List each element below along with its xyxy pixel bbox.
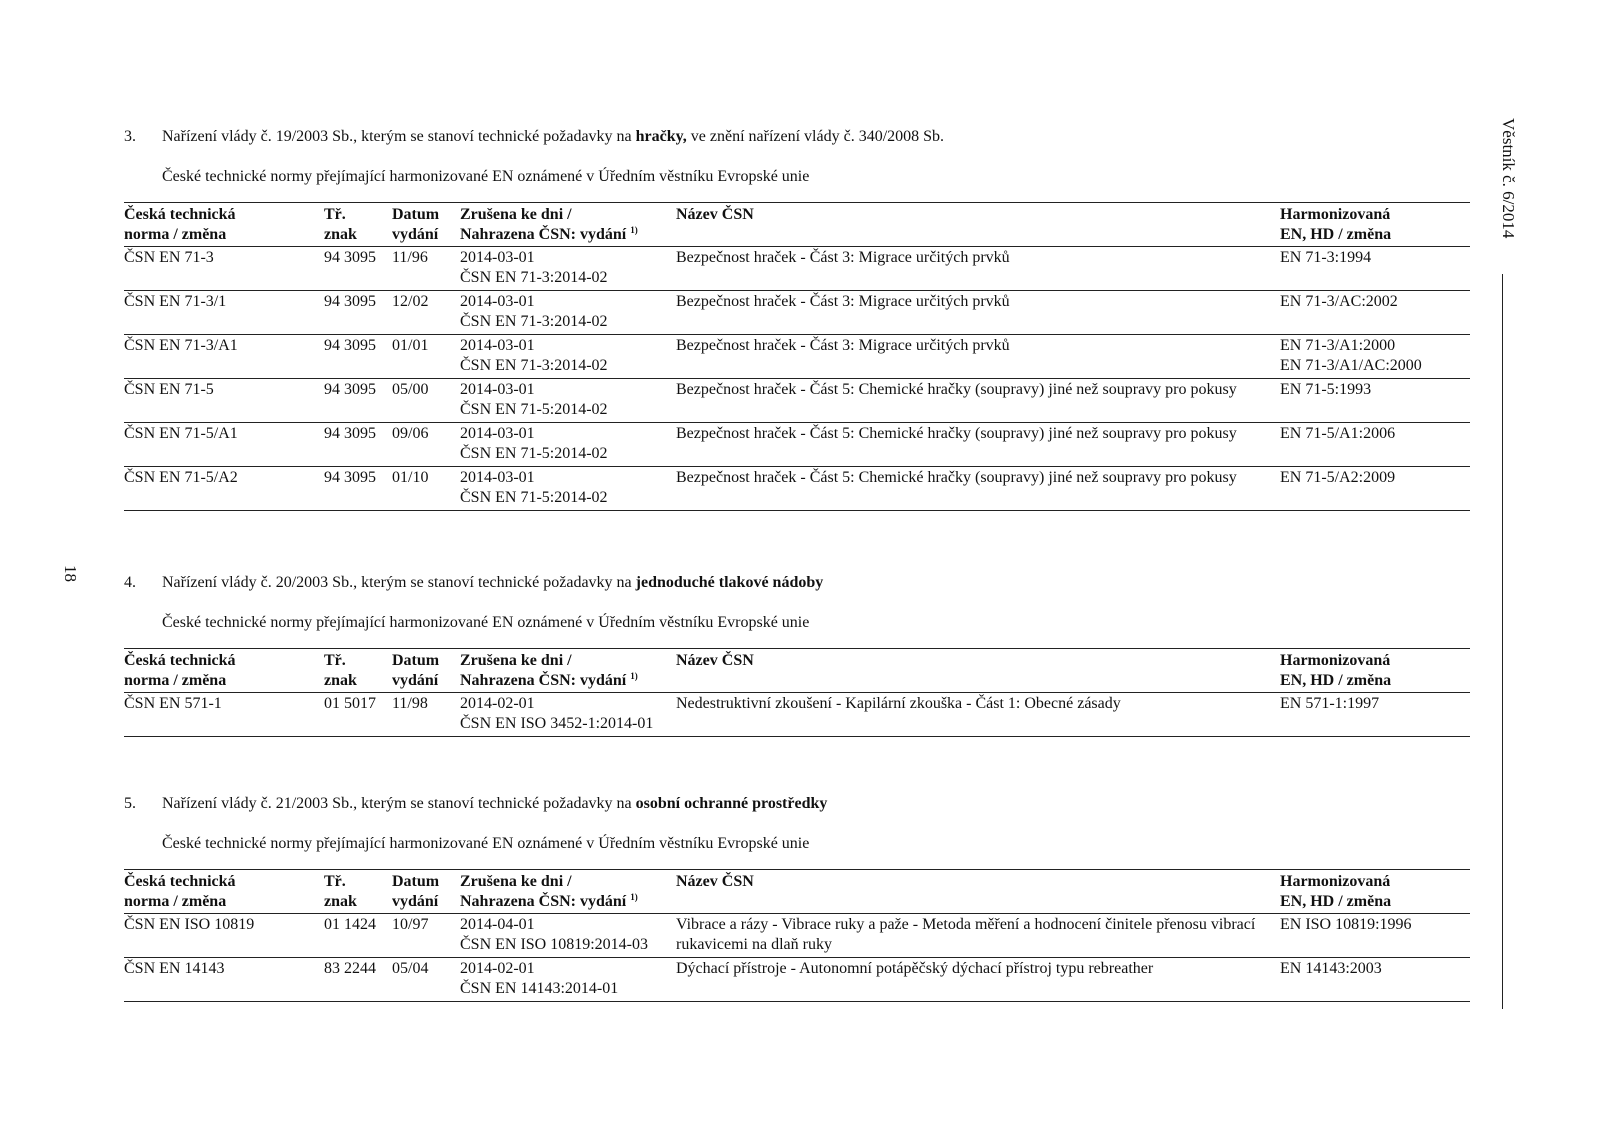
cell-class: 94 3095 [324, 293, 376, 310]
cell-norm: ČSN EN 571-1 [124, 695, 222, 712]
section-heading [124, 128, 1470, 148]
norms-table [124, 869, 1470, 1002]
cell-cancelled: 2014-03-01 ČSN EN 71-5:2014-02 [460, 381, 608, 418]
header-norm: Česká technická norma / změna [124, 652, 236, 689]
section-number: 5. [124, 795, 136, 812]
cell-class: 01 1424 [324, 916, 376, 933]
cell-title: Bezpečnost hraček - Část 3: Migrace určitých prvků [676, 293, 1010, 310]
cell-class: 83 2244 [324, 960, 376, 977]
cell-date: 05/00 [392, 381, 429, 398]
section-subheading: České technické normy přejímající harmonizované EN oznámené v Úředním věstníku Evropské unie [162, 614, 810, 631]
header-harmonized: Harmonizovaná EN, HD / změna [1280, 652, 1392, 689]
section-subject: osobní ochranné prostředky [635, 795, 828, 812]
cell-date: 05/04 [392, 960, 429, 977]
cell-norm: ČSN EN 71-5/A1 [124, 425, 238, 442]
header-cancelled: Zrušena ke dni / Nahrazena ČSN: vydání $^{1)}$ [460, 206, 638, 243]
header-class: Tř. znak [324, 206, 357, 243]
table-header-row [124, 649, 1470, 693]
header-harmonized: Harmonizovaná EN, HD / změna [1280, 873, 1392, 910]
cell-class: 94 3095 [324, 469, 376, 486]
cell-harmonized: EN 571-1:1997 [1280, 695, 1380, 712]
footnote-mark: 1) [630, 671, 638, 681]
side-rule [1502, 274, 1503, 1009]
norms-table [124, 648, 1470, 737]
cell-harmonized: EN 71-3:1994 [1280, 249, 1372, 266]
cell-title: Vibrace a rázy - Vibrace ruky a paže - Metoda měření a hodnocení činitele přenosu vibrací rukavicemi na dlaň ruky [676, 916, 1256, 953]
table-row [124, 247, 1470, 291]
cell-cancelled: 2014-03-01 ČSN EN 71-3:2014-02 [460, 293, 608, 330]
cell-harmonized: EN 14143:2003 [1280, 960, 1382, 977]
table-header-row [124, 870, 1470, 914]
cell-norm: ČSN EN 71-3 [124, 249, 214, 266]
header-date: Datum vydání [392, 206, 440, 243]
cell-title: Bezpečnost hraček - Část 5: Chemické hračky (soupravy) jiné než soupravy pro pokusy [676, 381, 1237, 398]
cell-harmonized: EN 71-3/AC:2002 [1280, 293, 1398, 310]
cell-class: 94 3095 [324, 381, 376, 398]
cell-norm: ČSN EN ISO 10819 [124, 916, 255, 933]
header-cancelled: Zrušena ke dni / Nahrazena ČSN: vydání $^{1)}$ [460, 652, 638, 689]
section-subheading: České technické normy přejímající harmonizované EN oznámené v Úředním věstníku Evropské unie [162, 835, 810, 852]
section-4 [124, 574, 1470, 737]
table-row [124, 423, 1470, 467]
cell-cancelled: 2014-02-01 ČSN EN 14143:2014-01 [460, 960, 619, 997]
section-number: 3. [124, 128, 136, 145]
cell-harmonized: EN ISO 10819:1996 [1280, 916, 1412, 933]
footnote-mark: 1) [630, 225, 638, 235]
cell-cancelled: 2014-04-01 ČSN EN ISO 10819:2014-03 [460, 916, 649, 953]
section-heading [124, 795, 1470, 815]
cell-cancelled: 2014-03-01 ČSN EN 71-3:2014-02 [460, 249, 608, 286]
section-heading [124, 574, 1470, 594]
cell-cancelled: 2014-03-01 ČSN EN 71-3:2014-02 [460, 337, 608, 374]
section-subject: jednoduché tlakové nádoby [635, 574, 824, 591]
header-date: Datum vydání [392, 652, 440, 689]
section-3 [124, 128, 1470, 511]
cell-date: 10/97 [392, 916, 429, 933]
header-title: Název ČSN [676, 206, 754, 223]
journal-side-header: Věstník č. 6/2014 [1499, 118, 1518, 239]
cell-class: 01 5017 [324, 695, 376, 712]
cell-norm: ČSN EN 71-5/A2 [124, 469, 238, 486]
header-date: Datum vydání [392, 873, 440, 910]
cell-norm: ČSN EN 71-3/A1 [124, 337, 238, 354]
section-number: 4. [124, 574, 136, 591]
cell-harmonized: EN 71-5/A2:2009 [1280, 469, 1396, 486]
cell-cancelled: 2014-03-01 ČSN EN 71-5:2014-02 [460, 425, 608, 462]
cell-norm: ČSN EN 14143 [124, 960, 225, 977]
cell-title: Bezpečnost hraček - Část 5: Chemické hračky (soupravy) jiné než soupravy pro pokusy [676, 425, 1237, 442]
header-class: Tř. znak [324, 652, 357, 689]
section-subject: hračky, [635, 128, 687, 145]
cell-date: 12/02 [392, 293, 429, 310]
header-title: Název ČSN [676, 652, 754, 669]
header-class: Tř. znak [324, 873, 357, 910]
table-row [124, 291, 1470, 335]
cell-norm: ČSN EN 71-3/1 [124, 293, 227, 310]
table-header-row [124, 203, 1470, 247]
cell-title: Nedestruktivní zkoušení - Kapilární zkouška - Část 1: Obecné zásady [676, 695, 1121, 712]
header-norm: Česká technická norma / změna [124, 206, 236, 243]
section-title: Nařízení vlády č. 21/2003 Sb., kterým se stanoví technické požadavky na osobní ochranné prostředky [162, 795, 828, 812]
cell-class: 94 3095 [324, 249, 376, 266]
table-row [124, 467, 1470, 511]
table-row [124, 958, 1470, 1002]
footnote-mark: 1) [630, 892, 638, 902]
norms-table [124, 202, 1470, 511]
table-row [124, 693, 1470, 737]
cell-harmonized: EN 71-5:1993 [1280, 381, 1372, 398]
table-row [124, 379, 1470, 423]
cell-date: 01/10 [392, 469, 429, 486]
cell-title: Bezpečnost hraček - Část 3: Migrace určitých prvků [676, 249, 1010, 266]
section-title: Nařízení vlády č. 20/2003 Sb., kterým se stanoví technické požadavky na jednoduché tlakové nádoby [162, 574, 824, 591]
cell-date: 11/98 [392, 695, 428, 712]
cell-class: 94 3095 [324, 337, 376, 354]
header-cancelled: Zrušena ke dni / Nahrazena ČSN: vydání $^{1)}$ [460, 873, 638, 910]
cell-harmonized: EN 71-5/A1:2006 [1280, 425, 1396, 442]
section-title: Nařízení vlády č. 19/2003 Sb., kterým se stanoví technické požadavky na hračky, ve znění nařízení vlády č. 340/2008 Sb. [162, 128, 945, 145]
cell-title: Bezpečnost hraček - Část 5: Chemické hračky (soupravy) jiné než soupravy pro pokusy [676, 469, 1237, 486]
page-number: 18 [61, 565, 80, 582]
cell-date: 01/01 [392, 337, 429, 354]
table-row [124, 335, 1470, 379]
cell-class: 94 3095 [324, 425, 376, 442]
cell-date: 11/96 [392, 249, 428, 266]
table-row [124, 914, 1470, 958]
section-5 [124, 795, 1470, 1002]
cell-title: Bezpečnost hraček - Část 3: Migrace určitých prvků [676, 337, 1010, 354]
cell-harmonized: EN 71-3/A1:2000 EN 71-3/A1/AC:2000 [1280, 337, 1422, 374]
cell-cancelled: 2014-02-01 ČSN EN ISO 3452-1:2014-01 [460, 695, 654, 732]
cell-norm: ČSN EN 71-5 [124, 381, 214, 398]
cell-cancelled: 2014-03-01 ČSN EN 71-5:2014-02 [460, 469, 608, 506]
section-subheading: České technické normy přejímající harmonizované EN oznámené v Úředním věstníku Evropské unie [162, 168, 810, 185]
header-norm: Česká technická norma / změna [124, 873, 236, 910]
header-title: Název ČSN [676, 873, 754, 890]
header-harmonized: Harmonizovaná EN, HD / změna [1280, 206, 1392, 243]
cell-date: 09/06 [392, 425, 429, 442]
cell-title: Dýchací přístroje - Autonomní potápěčský dýchací přístroj typu rebreather [676, 960, 1154, 977]
